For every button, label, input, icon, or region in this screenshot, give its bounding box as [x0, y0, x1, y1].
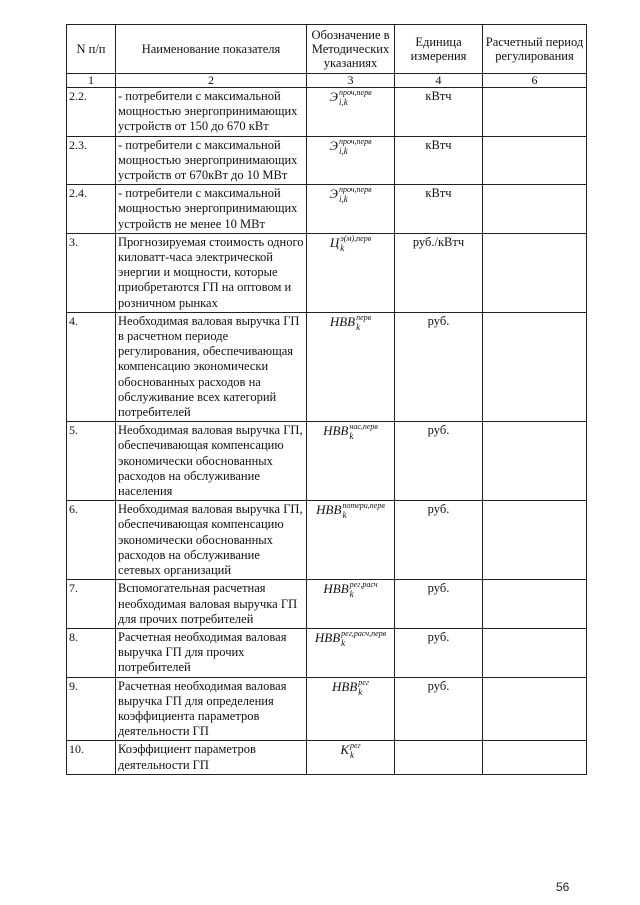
table-row	[67, 312, 587, 421]
column-number-row	[67, 74, 587, 88]
symbol-base: НВВ	[314, 629, 341, 645]
period-cell	[483, 580, 587, 629]
indicator-name: Расчетная необходимая валовая выручка ГП для определения коэффициента параметров деятельности ГП	[116, 677, 307, 741]
table-row	[67, 628, 587, 677]
header-designation: Обозначение в Методических указаниях	[307, 25, 395, 74]
designation-cell	[307, 422, 395, 501]
unit-cell: кВтч	[395, 136, 483, 185]
row-number: 2.2.	[67, 88, 116, 137]
symbol-base: Э	[329, 89, 338, 104]
symbol-base: НВВ	[323, 581, 349, 597]
period-cell	[483, 628, 587, 677]
designation-cell	[307, 136, 395, 185]
period-cell	[483, 422, 587, 501]
symbol-subscript: i,k	[338, 145, 348, 156]
row-number: 7.	[67, 580, 116, 629]
symbol-superscript: нас,перв	[349, 422, 378, 432]
unit-cell: кВтч	[395, 88, 483, 137]
indicator-name: - потребители с максимальной мощностью энергопринимающих устройств от 670кВт до 10 МВт	[116, 136, 307, 185]
designation-symbol	[329, 186, 371, 203]
designation-symbol	[340, 742, 360, 759]
symbol-subscript: k	[341, 637, 346, 648]
designation-symbol	[316, 502, 385, 519]
unit-cell: кВтч	[395, 185, 483, 234]
table-row	[67, 422, 587, 501]
symbol-base: НВВ	[329, 313, 356, 329]
symbol-subscript: k	[349, 589, 354, 600]
header-num: N п/п	[67, 25, 116, 74]
row-number: 8.	[67, 628, 116, 677]
unit-cell	[395, 741, 483, 774]
header-unit: Единица измерения	[395, 25, 483, 74]
period-cell	[483, 88, 587, 137]
symbol-base: Э	[329, 137, 338, 153]
symbol-subscript: k	[356, 321, 361, 332]
symbol-subscript: i,k	[338, 97, 348, 107]
designation-cell	[307, 741, 395, 774]
designation-cell	[307, 677, 395, 741]
period-cell	[483, 312, 587, 421]
unit-cell: руб.	[395, 422, 483, 501]
symbol-subscript: k	[342, 510, 347, 521]
designation-symbol	[330, 235, 371, 252]
designation-symbol	[315, 630, 386, 647]
column-number: 1	[67, 74, 116, 88]
table-row	[67, 741, 587, 774]
designation-symbol	[332, 679, 369, 696]
symbol-subscript: k	[358, 686, 363, 697]
column-number: 4	[395, 74, 483, 88]
indicator-name: - потребители с максимальной мощностью энергопринимающих устройств от 150 до 670 кВт	[116, 88, 307, 137]
row-number: 9.	[67, 677, 116, 741]
column-number: 3	[307, 74, 395, 88]
symbol-superscript: потери,перв	[342, 501, 385, 511]
designation-cell	[307, 233, 395, 312]
symbol-superscript: рег	[350, 741, 361, 751]
header-period: Расчетный период регулирования	[483, 25, 587, 74]
symbol-superscript: рег	[358, 677, 369, 687]
symbol-superscript: проч,перв	[338, 136, 372, 146]
symbol-superscript: рег,расч	[349, 580, 378, 590]
period-cell	[483, 501, 587, 580]
table-row	[67, 88, 587, 137]
page-number: 56	[556, 880, 570, 894]
symbol-base: НВВ	[316, 502, 342, 518]
column-number: 2	[116, 74, 307, 88]
table-row	[67, 501, 587, 580]
unit-cell: руб.	[395, 580, 483, 629]
designation-symbol	[330, 314, 371, 331]
designation-symbol	[323, 423, 378, 440]
symbol-subscript: k	[340, 242, 345, 253]
period-cell	[483, 741, 587, 774]
table-row	[67, 185, 587, 234]
period-cell	[483, 136, 587, 185]
symbol-superscript: проч,перв	[338, 88, 372, 97]
column-number: 6	[483, 74, 587, 88]
period-cell	[483, 185, 587, 234]
symbol-base: НВВ	[332, 678, 358, 694]
header-row	[67, 25, 587, 74]
unit-cell: руб.	[395, 677, 483, 741]
symbol-subscript: k	[349, 431, 354, 442]
symbol-subscript: k	[350, 750, 354, 761]
symbol-base: Э	[329, 186, 338, 202]
indicator-name: Необходимая валовая выручка ГП, обеспечивающая компенсацию экономически обоснованных расходов на обслуживание сетевых организаций	[116, 501, 307, 580]
symbol-subscript: i,k	[338, 194, 348, 205]
designation-cell	[307, 312, 395, 421]
indicator-name: Необходимая валовая выручка ГП, обеспечивающая компенсацию экономически обоснованных расходов на обслуживание населения	[116, 422, 307, 501]
table-body	[67, 88, 587, 775]
row-number: 2.3.	[67, 136, 116, 185]
indicator-name: Прогнозируемая стоимость одного киловатт-часа электрической энергии и мощности, которые приобретаются ГП на оптовом и розничном рынках	[116, 233, 307, 312]
table-row	[67, 677, 587, 741]
unit-cell: руб./кВтч	[395, 233, 483, 312]
row-number: 10.	[67, 741, 116, 774]
symbol-superscript: перв	[356, 312, 372, 322]
row-number: 4.	[67, 312, 116, 421]
header-name: Наименование показателя	[116, 25, 307, 74]
unit-cell: руб.	[395, 628, 483, 677]
table-row	[67, 580, 587, 629]
designation-cell	[307, 501, 395, 580]
designation-cell	[307, 185, 395, 234]
indicator-name: Расчетная необходимая валовая выручка ГП для прочих потребителей	[116, 628, 307, 677]
designation-cell	[307, 628, 395, 677]
symbol-superscript: рег,расч,перв	[341, 628, 387, 638]
row-number: 6.	[67, 501, 116, 580]
period-cell	[483, 233, 587, 312]
table-row	[67, 233, 587, 312]
row-number: 2.4.	[67, 185, 116, 234]
symbol-superscript: проч,перв	[338, 185, 372, 195]
symbol-base: Ц	[329, 234, 340, 250]
indicators-table	[66, 24, 587, 775]
designation-symbol	[329, 138, 371, 155]
indicator-name: - потребители с максимальной мощностью энергопринимающих устройств не менее 10 МВт	[116, 185, 307, 234]
designation-symbol	[323, 581, 377, 598]
table-row	[67, 136, 587, 185]
symbol-base: K	[340, 742, 349, 758]
designation-cell	[307, 88, 395, 137]
unit-cell: руб.	[395, 312, 483, 421]
indicator-name: Вспомогательная расчетная необходимая валовая выручка ГП для прочих потребителей	[116, 580, 307, 629]
symbol-superscript: э(м),перв	[340, 233, 372, 243]
indicator-name: Коэффициент параметров деятельности ГП	[116, 741, 307, 774]
unit-cell: руб.	[395, 501, 483, 580]
period-cell	[483, 677, 587, 741]
row-number: 5.	[67, 422, 116, 501]
row-number: 3.	[67, 233, 116, 312]
indicator-name: Необходимая валовая выручка ГП в расчетном периоде регулирования, обеспечивающая компенсацию экономически обоснованных расходов на обслуживание всех категорий потребителей	[116, 312, 307, 421]
symbol-base: НВВ	[323, 423, 349, 439]
designation-symbol	[329, 89, 371, 106]
designation-cell	[307, 580, 395, 629]
